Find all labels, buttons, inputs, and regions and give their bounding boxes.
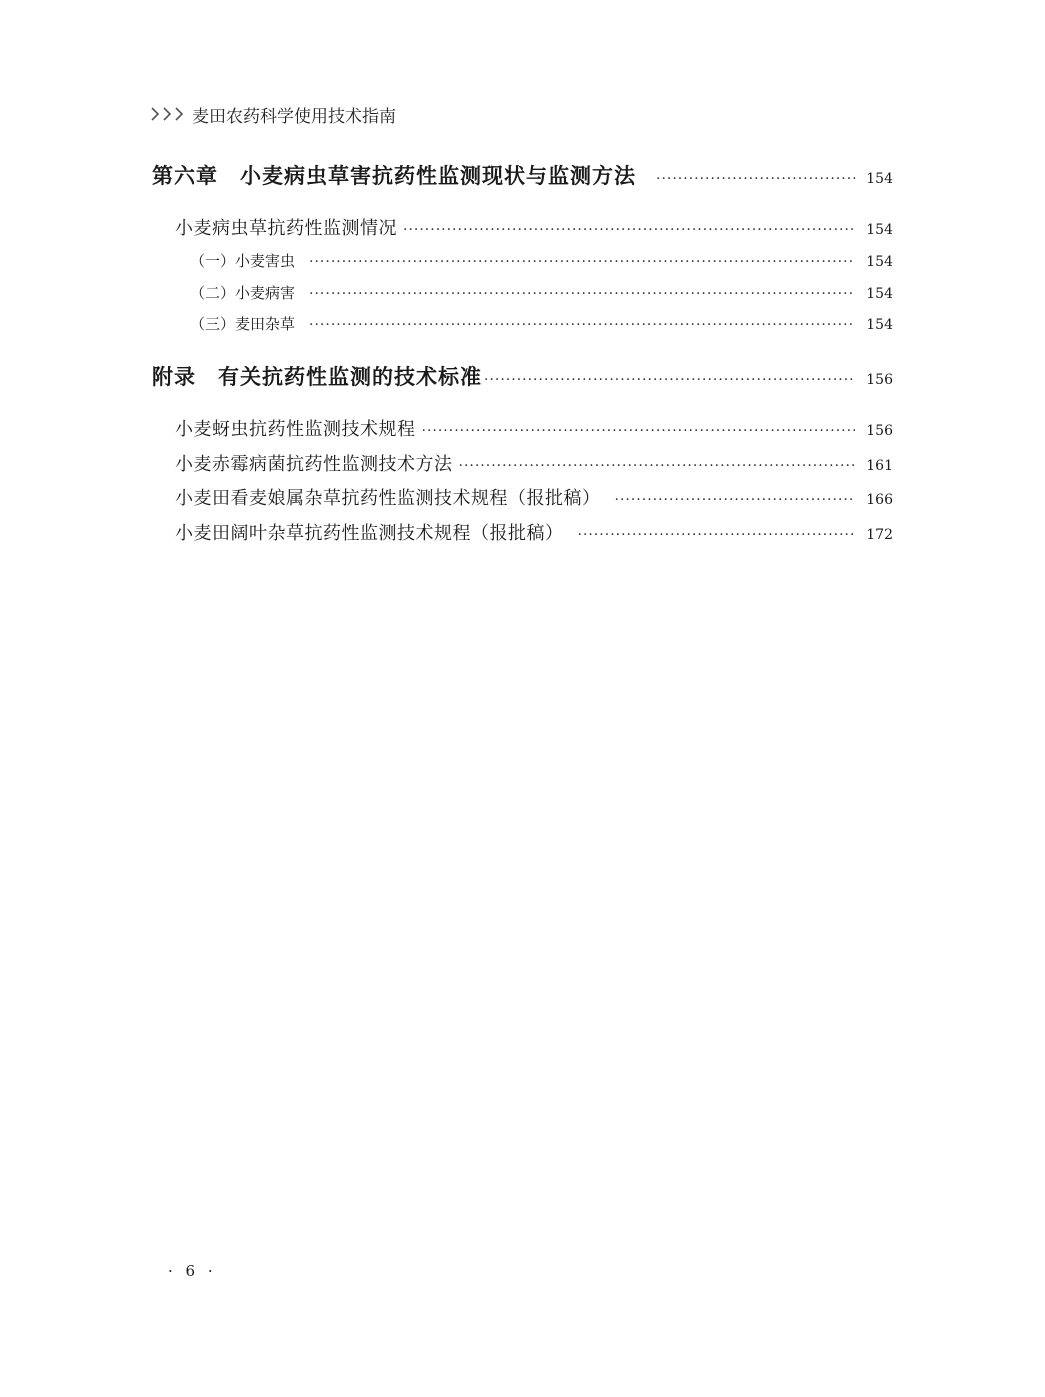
toc-page: 154 (866, 171, 893, 187)
toc-subentry[interactable] (190, 250, 893, 271)
toc-subentry[interactable] (190, 282, 893, 303)
dot-leader (578, 527, 856, 543)
toc-title: （二）小麦病害 (190, 284, 296, 302)
dot-leader (656, 171, 855, 187)
toc-entry[interactable] (175, 484, 893, 510)
dot-leader (615, 492, 856, 508)
toc-title: （三）麦田杂草 (190, 315, 296, 333)
toc-page: 154 (866, 222, 893, 238)
toc-title: （一）小麦害虫 (190, 252, 296, 270)
toc-page: 154 (866, 317, 893, 333)
toc-appendix[interactable] (152, 361, 893, 391)
dot-leader (309, 317, 855, 333)
toc-page: 156 (866, 423, 893, 439)
toc-chapter-6[interactable] (152, 160, 893, 190)
dot-leader (422, 423, 856, 439)
dot-leader (459, 458, 856, 474)
toc-title: 小麦田看麦娘属杂草抗药性监测技术规程（报批稿） (175, 488, 601, 509)
toc-title: 附录 有关抗药性监测的技术标准 (152, 365, 482, 389)
toc-entry[interactable] (175, 519, 893, 545)
toc-page: 161 (866, 458, 893, 474)
toc-entry[interactable] (175, 214, 893, 240)
page-number: · 6 · (168, 1262, 217, 1280)
toc-entry[interactable] (175, 415, 893, 441)
toc-subentry[interactable] (190, 313, 893, 334)
toc-title: 小麦赤霉病菌抗药性监测技术方法 (175, 454, 453, 475)
toc-title: 小麦病虫草抗药性监测情况 (175, 218, 397, 239)
book-title: 麦田农药科学使用技术指南 (192, 106, 396, 127)
dot-leader (309, 286, 855, 302)
running-header (150, 101, 396, 127)
toc-title: 小麦田阔叶杂草抗药性监测技术规程（报批稿） (175, 523, 564, 544)
toc-entry[interactable] (175, 450, 893, 476)
dot-leader (484, 372, 855, 388)
toc-page: 154 (866, 286, 893, 302)
toc-page: 172 (866, 527, 893, 543)
toc-page: 154 (866, 254, 893, 270)
toc-page: 166 (866, 492, 893, 508)
chevron-right-icon (150, 107, 186, 121)
dot-leader (309, 254, 855, 270)
toc-title: 小麦蚜虫抗药性监测技术规程 (175, 419, 416, 440)
dot-leader (403, 222, 855, 238)
toc-page: 156 (866, 372, 893, 388)
toc-title: 第六章 小麦病虫草害抗药性监测现状与监测方法 (152, 164, 636, 188)
